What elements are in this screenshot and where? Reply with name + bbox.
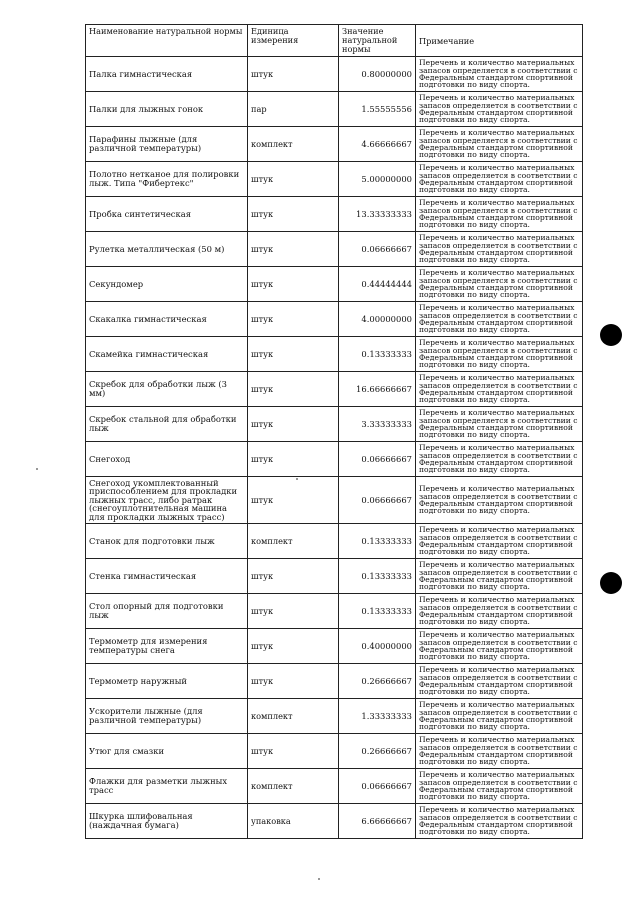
cell-value: 4.00000000 — [339, 302, 416, 337]
cell-note: Перечень и количество материальных запасов определяется в соответствии с Федеральным стандартом спортивной подготовки по виду спорта. — [416, 57, 583, 92]
cell-unit: штук — [248, 407, 339, 442]
cell-note: Перечень и количество материальных запасов определяется в соответствии с Федеральным стандартом спортивной подготовки по виду спорта. — [416, 267, 583, 302]
table-row — [86, 477, 583, 524]
table-row — [86, 804, 583, 839]
cell-note: Перечень и количество материальных запасов определяется в соответствии с Федеральным стандартом спортивной подготовки по виду спорта. — [416, 664, 583, 699]
table-row — [86, 92, 583, 127]
cell-value: 1.33333333 — [339, 699, 416, 734]
cell-value: 0.06666667 — [339, 232, 416, 267]
scan-speck — [318, 878, 320, 880]
cell-unit: штук — [248, 302, 339, 337]
cell-note: Перечень и количество материальных запасов определяется в соответствии с Федеральным стандартом спортивной подготовки по виду спорта. — [416, 804, 583, 839]
cell-unit: штук — [248, 442, 339, 477]
cell-name: Флажки для разметки лыжных трасс — [86, 769, 248, 804]
cell-note: Перечень и количество материальных запасов определяется в соответствии с Федеральным стандартом спортивной подготовки по виду спорта. — [416, 407, 583, 442]
header-name: Наименование натуральной нормы — [86, 25, 248, 57]
cell-unit: пар — [248, 92, 339, 127]
cell-note: Перечень и количество материальных запасов определяется в соответствии с Федеральным стандартом спортивной подготовки по виду спорта. — [416, 162, 583, 197]
cell-note: Перечень и количество материальных запасов определяется в соответствии с Федеральным стандартом спортивной подготовки по виду спорта. — [416, 92, 583, 127]
cell-name: Пробка синтетическая — [86, 197, 248, 232]
cell-note: Перечень и количество материальных запасов определяется в соответствии с Федеральным стандартом спортивной подготовки по виду спорта. — [416, 769, 583, 804]
cell-unit: штук — [248, 594, 339, 629]
cell-name: Скакалка гимнастическая — [86, 302, 248, 337]
scan-speck — [296, 478, 298, 480]
table-row — [86, 559, 583, 594]
cell-name: Скребок стальной для обработки лыж — [86, 407, 248, 442]
header-unit: Единица измерения — [248, 25, 339, 57]
cell-value: 0.13333333 — [339, 559, 416, 594]
table-row — [86, 769, 583, 804]
cell-name: Палка гимнастическая — [86, 57, 248, 92]
cell-note: Перечень и количество материальных запасов определяется в соответствии с Федеральным стандартом спортивной подготовки по виду спорта. — [416, 302, 583, 337]
norms-table — [85, 24, 583, 839]
cell-value: 16.66666667 — [339, 372, 416, 407]
cell-name: Ускорители лыжные (для различной температуры) — [86, 699, 248, 734]
table-row — [86, 407, 583, 442]
table-row — [86, 232, 583, 267]
scan-punch-hole — [600, 572, 622, 594]
table-row — [86, 57, 583, 92]
cell-name: Термометр наружный — [86, 664, 248, 699]
cell-note: Перечень и количество материальных запасов определяется в соответствии с Федеральным стандартом спортивной подготовки по виду спорта. — [416, 372, 583, 407]
cell-value: 0.44444444 — [339, 267, 416, 302]
cell-unit: штук — [248, 664, 339, 699]
cell-unit: штук — [248, 267, 339, 302]
cell-note: Перечень и количество материальных запасов определяется в соответствии с Федеральным стандартом спортивной подготовки по виду спорта. — [416, 127, 583, 162]
header-value: Значение натуральной нормы — [339, 25, 416, 57]
cell-value: 5.00000000 — [339, 162, 416, 197]
table-row — [86, 699, 583, 734]
cell-note: Перечень и количество материальных запасов определяется в соответствии с Федеральным стандартом спортивной подготовки по виду спорта. — [416, 477, 583, 524]
cell-unit: штук — [248, 197, 339, 232]
cell-note: Перечень и количество материальных запасов определяется в соответствии с Федеральным стандартом спортивной подготовки по виду спорта. — [416, 629, 583, 664]
scan-punch-hole — [600, 324, 622, 346]
cell-name: Полотно нетканое для полировки лыж. Типа "Фибертекс" — [86, 162, 248, 197]
cell-unit: штук — [248, 232, 339, 267]
cell-name: Палки для лыжных гонок — [86, 92, 248, 127]
cell-unit: комплект — [248, 127, 339, 162]
table-row — [86, 267, 583, 302]
cell-name: Скребок для обработки лыж (3 мм) — [86, 372, 248, 407]
cell-unit: штук — [248, 629, 339, 664]
header-note: Примечание — [416, 25, 583, 57]
cell-unit: штук — [248, 477, 339, 524]
cell-note: Перечень и количество материальных запасов определяется в соответствии с Федеральным стандартом спортивной подготовки по виду спорта. — [416, 559, 583, 594]
cell-name: Парафины лыжные (для различной температуры) — [86, 127, 248, 162]
cell-note: Перечень и количество материальных запасов определяется в соответствии с Федеральным стандартом спортивной подготовки по виду спорта. — [416, 197, 583, 232]
cell-unit: штук — [248, 734, 339, 769]
cell-name: Термометр для измерения температуры снега — [86, 629, 248, 664]
table-row — [86, 127, 583, 162]
cell-note: Перечень и количество материальных запасов определяется в соответствии с Федеральным стандартом спортивной подготовки по виду спорта. — [416, 734, 583, 769]
table-row — [86, 372, 583, 407]
table-row — [86, 162, 583, 197]
cell-unit: штук — [248, 372, 339, 407]
cell-value: 0.13333333 — [339, 524, 416, 559]
cell-value: 0.13333333 — [339, 594, 416, 629]
cell-unit: комплект — [248, 699, 339, 734]
table-row — [86, 337, 583, 372]
cell-value: 3.33333333 — [339, 407, 416, 442]
table-row — [86, 629, 583, 664]
table-body — [86, 57, 583, 839]
cell-value: 0.06666667 — [339, 442, 416, 477]
cell-name: Стенка гимнастическая — [86, 559, 248, 594]
table-row — [86, 302, 583, 337]
cell-unit: штук — [248, 337, 339, 372]
cell-value: 0.13333333 — [339, 337, 416, 372]
table-row — [86, 664, 583, 699]
cell-name: Стол опорный для подготовки лыж — [86, 594, 248, 629]
table-row — [86, 524, 583, 559]
cell-name: Шкурка шлифовальная (наждачная бумага) — [86, 804, 248, 839]
cell-value: 0.26666667 — [339, 664, 416, 699]
cell-value: 4.66666667 — [339, 127, 416, 162]
cell-note: Перечень и количество материальных запасов определяется в соответствии с Федеральным стандартом спортивной подготовки по виду спорта. — [416, 442, 583, 477]
cell-unit: комплект — [248, 524, 339, 559]
table-row — [86, 594, 583, 629]
cell-name: Утюг для смазки — [86, 734, 248, 769]
cell-value: 6.66666667 — [339, 804, 416, 839]
table-row — [86, 734, 583, 769]
cell-unit: штук — [248, 57, 339, 92]
cell-value: 13.33333333 — [339, 197, 416, 232]
cell-value: 1.55555556 — [339, 92, 416, 127]
cell-value: 0.06666667 — [339, 477, 416, 524]
cell-value: 0.26666667 — [339, 734, 416, 769]
cell-note: Перечень и количество материальных запасов определяется в соответствии с Федеральным стандартом спортивной подготовки по виду спорта. — [416, 594, 583, 629]
cell-unit: упаковка — [248, 804, 339, 839]
cell-unit: комплект — [248, 769, 339, 804]
cell-note: Перечень и количество материальных запасов определяется в соответствии с Федеральным стандартом спортивной подготовки по виду спорта. — [416, 337, 583, 372]
cell-name: Снегоход укомплектованный приспособлением для прокладки лыжных трасс, либо ратрак (снегоуплотнительная машина для прокладки лыжных трасс) — [86, 477, 248, 524]
cell-unit: штук — [248, 162, 339, 197]
cell-name: Скамейка гимнастическая — [86, 337, 248, 372]
cell-note: Перечень и количество материальных запасов определяется в соответствии с Федеральным стандартом спортивной подготовки по виду спорта. — [416, 699, 583, 734]
cell-value: 0.80000000 — [339, 57, 416, 92]
cell-unit: штук — [248, 559, 339, 594]
cell-note: Перечень и количество материальных запасов определяется в соответствии с Федеральным стандартом спортивной подготовки по виду спорта. — [416, 524, 583, 559]
table-row — [86, 442, 583, 477]
table-header-row — [86, 25, 583, 57]
cell-name: Рулетка металлическая (50 м) — [86, 232, 248, 267]
cell-note: Перечень и количество материальных запасов определяется в соответствии с Федеральным стандартом спортивной подготовки по виду спорта. — [416, 232, 583, 267]
cell-name: Секундомер — [86, 267, 248, 302]
scan-speck — [36, 468, 38, 470]
cell-name: Снегоход — [86, 442, 248, 477]
cell-value: 0.40000000 — [339, 629, 416, 664]
table-row — [86, 197, 583, 232]
cell-name: Станок для подготовки лыж — [86, 524, 248, 559]
cell-value: 0.06666667 — [339, 769, 416, 804]
